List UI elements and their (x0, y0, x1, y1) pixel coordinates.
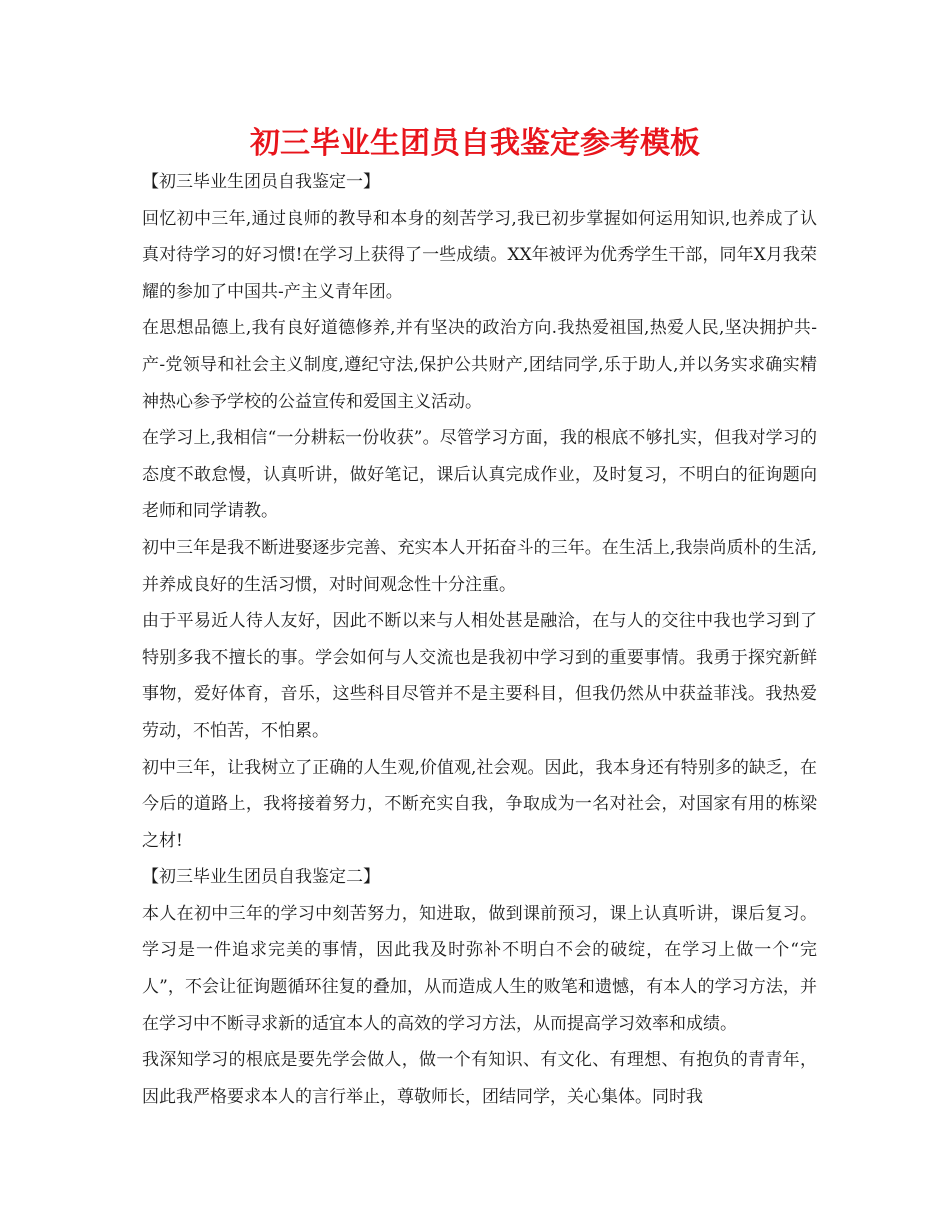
document-body (142, 164, 817, 1115)
paragraph: 我深知学习的根底是要先学会做人，做一个有知识、有文化、有理想、有抱负的青青年，因此我严格要求本人的言行举止，尊敬师长，团结同学，关心集体。同时我 (142, 1050, 817, 1107)
paragraph: 本人在初中三年的学习中刻苦努力，知进取，做到课前预习，课上认真听讲，课后复习。学习是一件追求完美的事情，因此我及时弥补不明白不会的破绽，在学习上做一个“完人”，不会让征询题循环往复的叠加，从而造成人生的败笔和遗憾，有本人的学习方法，并在学习中不断寻求新的适宜本人的高效的学习方法，从而提高学习效率和成绩。 (142, 903, 817, 1034)
paragraph: 回忆初中三年,通过良师的教导和本身的刻苦学习,我已初步掌握如何运用知识,也养成了认真对待学习的好习惯!在学习上获得了一些成绩。XX年被评为优秀学生干部，同年X月我荣耀的参加了中国共-产主义青年团。 (142, 208, 817, 302)
paragraph: 在思想品德上,我有良好道德修养,并有坚决的政治方向.我热爱祖国,热爱人民,坚决拥护共-产-党领导和社会主义制度,遵纪守法,保护公共财产,团结同学,乐于助人,并以务实求确实精神热心参予学校的公益宣传和爱国主义活动。 (142, 318, 817, 412)
paragraph: 由于平易近人待人友好，因此不断以来与人相处甚是融洽，在与人的交往中我也学习到了特别多我不擅长的事。学会如何与人交流也是我初中学习到的重要事情。我勇于探究新鲜事物，爱好体育，音乐，这些科目尽管并不是主要科目，但我仍然从中获益菲浅。我热爱劳动，不怕苦，不怕累。 (142, 611, 817, 741)
paragraph: 在学习上,我相信“一分耕耘一份收获”。尽管学习方面，我的根底不够扎实，但我对学习的态度不敢怠慢，认真听讲，做好笔记，课后认真完成作业，及时复习，不明白的征询题向老师和同学请教。 (142, 428, 817, 522)
section-heading: 【初三毕业生团员自我鉴定二】 (142, 867, 380, 888)
document-title: 初三毕业生团员自我鉴定参考模板 (250, 126, 700, 161)
paragraph: 初中三年是我不断进娶逐步完善、充实本人开拓奋斗的三年。在生活上,我崇尚质朴的生活,并养成良好的生活习惯，对时间观念性十分注重。 (142, 537, 817, 595)
section-heading: 【初三毕业生团员自我鉴定一】 (142, 172, 380, 192)
paragraph: 初中三年，让我树立了正确的人生观,价值观,社会观。因此，我本身还有特别多的缺乏，在今后的道路上，我将接着努力，不断充实自我，争取成为一名对社会，对国家有用的栋梁之材! (142, 757, 817, 851)
